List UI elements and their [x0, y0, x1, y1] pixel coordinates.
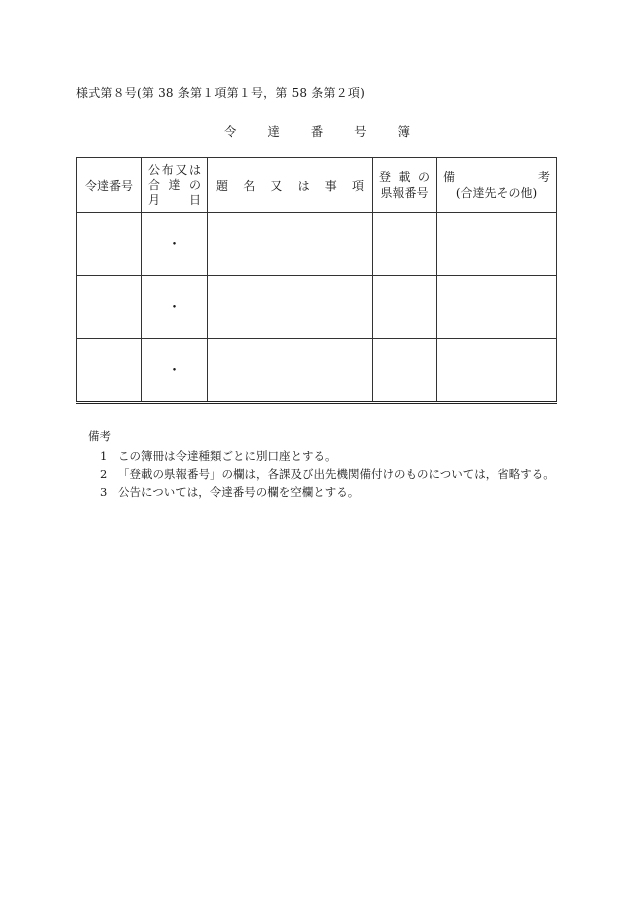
table-header-row	[77, 158, 557, 213]
header-subject-char: 事	[324, 178, 337, 193]
header-subject-char: 項	[351, 178, 364, 193]
header-subject	[208, 158, 373, 213]
header-date-char: の	[188, 177, 201, 192]
cell-gazette-number	[373, 276, 437, 339]
header-subject-char: 名	[243, 178, 256, 193]
header-reg-char: の	[417, 170, 430, 184]
title-char: 簿	[397, 124, 410, 139]
header-date-char: 合	[148, 177, 161, 192]
ledger-title	[76, 122, 556, 140]
cell-gazette-number	[373, 213, 437, 276]
header-remarks-sub: (合達先その他)	[455, 186, 538, 200]
table-row	[77, 276, 557, 339]
cell-date	[142, 213, 208, 276]
header-remarks	[437, 158, 557, 213]
header-subject-char: は	[297, 178, 310, 193]
title-char: 番	[310, 124, 324, 139]
header-date-char: は	[188, 162, 201, 177]
header-date-char: 達	[168, 177, 181, 192]
cell-subject	[208, 339, 373, 403]
cell-subject	[208, 276, 373, 339]
cell-date	[142, 276, 208, 339]
date-separator-mark: ・	[167, 237, 182, 253]
header-date-char: 日	[188, 192, 201, 207]
cell-order-number	[77, 213, 142, 276]
table-row	[77, 213, 557, 276]
header-reg-char: 載	[398, 170, 411, 184]
note-text: この簿冊は令達種類ごとに別口座とする。	[118, 449, 337, 463]
ledger-table	[76, 157, 557, 404]
header-remarks-char: 備	[443, 170, 456, 184]
title-char: 令	[224, 124, 237, 139]
cell-subject	[208, 213, 373, 276]
cell-remarks	[437, 213, 557, 276]
cell-date	[142, 339, 208, 403]
date-separator-mark: ・	[167, 363, 182, 379]
header-gazette-number	[373, 158, 437, 213]
cell-gazette-number	[373, 339, 437, 403]
header-date-char: 月	[148, 192, 161, 207]
header-order-number: 令達番号	[77, 158, 142, 213]
header-date-char: 布	[161, 162, 174, 177]
header-subject-char: 題	[216, 178, 229, 193]
table-row	[77, 339, 557, 403]
notes-heading: 備考	[88, 429, 111, 443]
cell-remarks	[437, 339, 557, 403]
note-text: 公告については，令達番号の欄を空欄とする。	[118, 485, 360, 499]
note-item	[88, 447, 558, 465]
title-char: 達	[267, 124, 280, 139]
cell-order-number	[77, 339, 142, 403]
cell-order-number	[77, 276, 142, 339]
cell-remarks	[437, 276, 557, 339]
note-item	[88, 465, 558, 483]
note-item	[88, 483, 558, 501]
header-date-char: 公	[148, 162, 161, 177]
header-date	[142, 158, 208, 213]
header-subject-char: 又	[270, 178, 283, 193]
date-separator-mark: ・	[167, 300, 182, 316]
notes-section	[88, 427, 558, 501]
note-number: 1	[100, 449, 108, 463]
note-number: 3	[100, 485, 108, 499]
header-date-char: 又	[175, 162, 188, 177]
header-reg-char: 登	[379, 170, 392, 184]
header-remarks-char: 考	[537, 170, 550, 184]
note-number: 2	[100, 467, 108, 481]
header-reg-line2: 県報番号	[380, 186, 429, 200]
form-reference: 様式第８号(第 38 条第１項第１号，第 58 条第２項)	[76, 86, 365, 100]
note-text: 「登載の県報番号」の欄は，各課及び出先機関備付けのものについては，省略する。	[118, 467, 555, 481]
title-char: 号	[354, 124, 367, 139]
